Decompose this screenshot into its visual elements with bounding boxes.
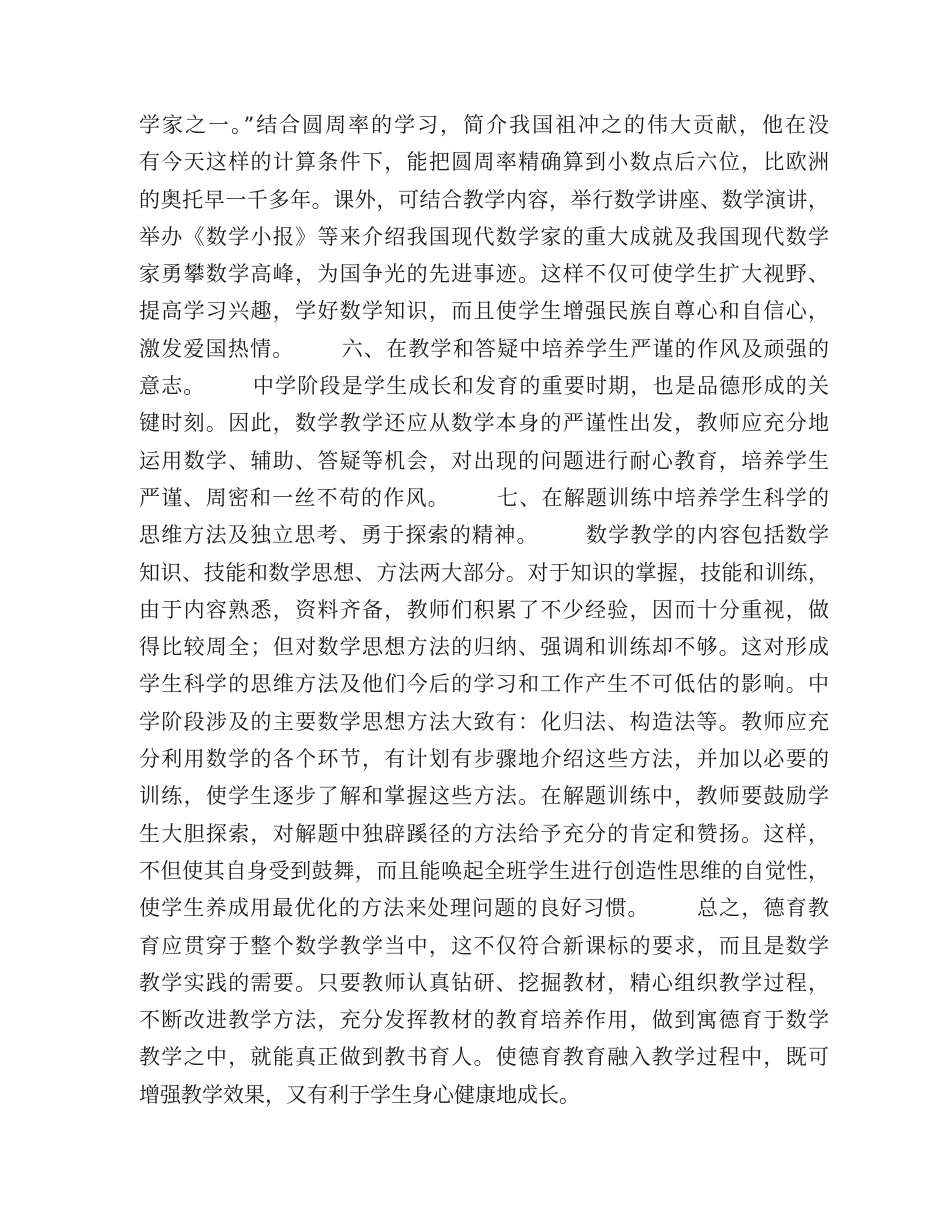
text-line: 学生科学的思维方法及他们今后的学习和工作产生不可低估的影响。中: [139, 672, 829, 697]
text-line: 激发爱国热情。 六、在教学和答疑中培养学生严谨的作风及顽强的: [139, 336, 829, 361]
text-line: 不但使其自身受到鼓舞，而且能唤起全班学生进行创造性思维的自觉性，: [139, 858, 829, 883]
text-line: 运用数学、辅助、答疑等机会，对出现的问题进行耐心教育，培养学生: [139, 448, 829, 473]
text-line: 教学实践的需要。只要教师认真钻研、挖掘教材，精心组织教学过程，: [139, 970, 829, 995]
text-line: 不断改进教学方法，充分发挥教材的教育培养作用，做到寓德育于数学: [139, 1008, 829, 1033]
body-text: [139, 107, 829, 1114]
text-line: 教学之中，就能真正做到教书育人。使德育教育融入教学过程中，既可: [139, 1045, 829, 1070]
text-line: 得比较周全；但对数学思想方法的归纳、强调和训练却不够。这对形成: [139, 635, 829, 660]
text-line: 思维方法及独立思考、勇于探索的精神。 数学教学的内容包括数学: [139, 523, 829, 548]
text-line: 严谨、周密和一丝不苟的作风。 七、在解题训练中培养学生科学的: [139, 485, 829, 510]
text-line: 知识、技能和数学思想、方法两大部分。对于知识的掌握，技能和训练，: [139, 560, 829, 585]
text-line: 增强教学效果，又有利于学生身心健康地成长。: [139, 1082, 580, 1107]
text-line: 由于内容熟悉，资料齐备，教师们积累了不少经验，因而十分重视，做: [139, 597, 829, 622]
text-line: 家勇攀数学高峰，为国争光的先进事迹。这样不仅可使学生扩大视野、: [139, 262, 829, 287]
text-line: 学阶段涉及的主要数学思想方法大致有：化归法、构造法等。教师应充: [139, 709, 829, 734]
text-line: 训练，使学生逐步了解和掌握这些方法。在解题训练中，教师要鼓励学: [139, 784, 829, 809]
text-line: 键时刻。因此，数学教学还应从数学本身的严谨性出发，教师应充分地: [139, 411, 829, 436]
text-line: 学家之一。”结合圆周率的学习，简介我国祖冲之的伟大贡献，他在没: [139, 113, 829, 137]
text-line: 分利用数学的各个环节，有计划有步骤地介绍这些方法，并加以必要的: [139, 747, 829, 772]
text-line: 的奥托早一千多年。课外，可结合教学内容，举行数学讲座、数学演讲，: [139, 187, 829, 212]
text-line: 使学生养成用最优化的方法来处理问题的良好习惯。 总之，德育教: [139, 896, 829, 921]
text-line: 提高学习兴趣，学好数学知识，而且使学生增强民族自尊心和自信心，: [139, 299, 829, 324]
text-line: 意志。 中学阶段是学生成长和发育的重要时期，也是品德形成的关: [139, 374, 829, 399]
text-line: 举办《数学小报》等来介绍我国现代数学家的重大成就及我国现代数学: [139, 224, 829, 249]
text-line: 有今天这样的计算条件下，能把圆周率精确算到小数点后六位，比欧洲: [139, 150, 829, 175]
text-line: 育应贯穿于整个数学教学当中，这不仅符合新课标的要求，而且是数学: [139, 933, 829, 958]
text-line: 生大胆探索，对解题中独辟蹊径的方法给予充分的肯定和赞扬。这样，: [139, 821, 829, 846]
